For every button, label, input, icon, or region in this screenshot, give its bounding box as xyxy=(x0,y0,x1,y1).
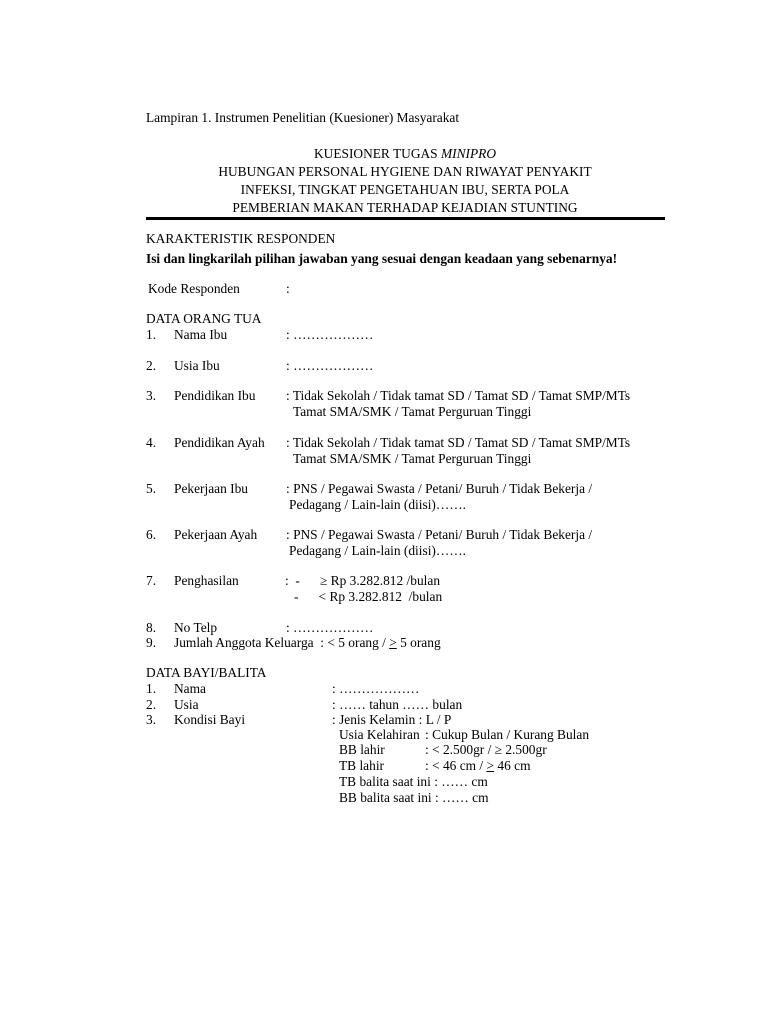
pekerjaan-ibu-label: Pekerjaan Ibu xyxy=(174,481,248,496)
lampiran-title: Lampiran 1. Instrumen Penelitian (Kuesioner) Masyarakat xyxy=(146,110,460,125)
pekerjaan-ibu-options: : PNS / Pegawai Swasta / Petani/ Buruh / Tidak Bekerja / xyxy=(286,481,593,496)
tb-lahir-label: TB lahir xyxy=(339,758,384,773)
item-number: 5. xyxy=(146,481,157,496)
item-number: 3. xyxy=(146,712,157,727)
item-number: 1. xyxy=(146,681,157,696)
penghasilan-option-1: : - ≥ Rp 3.282.812 /bulan xyxy=(285,573,441,588)
instruction-text: Isi dan lingkarilah pilihan jawaban yang sesuai dengan keadaan yang sebenarnya! xyxy=(146,251,618,266)
kuesioner-line-4: PEMBERIAN MAKAN TERHADAP KEJADIAN STUNTING xyxy=(232,200,578,215)
pendidikan-ayah-label: Pendidikan Ayah xyxy=(174,435,265,450)
header-divider xyxy=(146,217,665,220)
item-number: 1. xyxy=(146,327,157,342)
no-telp-label: No Telp xyxy=(174,620,218,635)
item-number: 8. xyxy=(146,620,157,635)
data-bayi-heading: DATA BAYI/BALITA xyxy=(146,665,267,680)
kode-responden-field: : xyxy=(286,281,290,296)
item-number: 2. xyxy=(146,358,157,373)
pekerjaan-ayah-options-2: Pedagang / Lain-lain (diisi)……. xyxy=(289,543,467,558)
item-number: 4. xyxy=(146,435,157,450)
penghasilan-label: Penghasilan xyxy=(174,573,239,588)
pendidikan-ayah-options-2: Tamat SMA/SMK / Tamat Perguruan Tinggi xyxy=(293,451,532,466)
kuesioner-title: KUESIONER TUGAS MINIPRO xyxy=(313,146,497,161)
usia-ibu-field: : ……………… xyxy=(286,358,374,373)
kondisi-bayi-label: Kondisi Bayi xyxy=(174,712,246,727)
item-number: 3. xyxy=(146,388,157,403)
item-number: 6. xyxy=(146,527,157,542)
bb-lahir-options: : < 2.500gr / ≥ 2.500gr xyxy=(425,742,547,757)
penghasilan-option-2: - < Rp 3.282.812 /bulan xyxy=(294,589,443,604)
jenis-kelamin-field: : Jenis Kelamin : L / P xyxy=(332,712,452,727)
nama-bayi-label: Nama xyxy=(174,681,206,696)
pendidikan-ibu-options-2: Tamat SMA/SMK / Tamat Perguruan Tinggi xyxy=(293,404,532,419)
nama-ibu-field: : ……………… xyxy=(286,327,374,342)
pendidikan-ibu-options: : Tidak Sekolah / Tidak tamat SD / Tamat SD / Tamat SMP/MTs xyxy=(286,388,631,403)
item-number: 7. xyxy=(146,573,157,588)
nama-ibu-label: Nama Ibu xyxy=(174,327,228,342)
item-number: 2. xyxy=(146,697,157,712)
usia-kelahiran-label: Usia Kelahiran xyxy=(339,727,420,742)
usia-bayi-label: Usia xyxy=(174,697,199,712)
pekerjaan-ayah-label: Pekerjaan Ayah xyxy=(174,527,258,542)
bb-balita-field: BB balita saat ini : …… cm xyxy=(339,790,489,805)
usia-ibu-label: Usia Ibu xyxy=(174,358,220,373)
kuesioner-line-3: INFEKSI, TINGKAT PENGETAHUAN IBU, SERTA POLA xyxy=(240,182,570,197)
pendidikan-ibu-label: Pendidikan Ibu xyxy=(174,388,256,403)
tb-balita-field: TB balita saat ini : …… cm xyxy=(339,774,488,789)
item-number: 9. xyxy=(146,635,157,650)
pendidikan-ayah-options: : Tidak Sekolah / Tidak tamat SD / Tamat SD / Tamat SMP/MTs xyxy=(286,435,631,450)
pekerjaan-ayah-options: : PNS / Pegawai Swasta / Petani/ Buruh / Tidak Bekerja / xyxy=(286,527,593,542)
usia-kelahiran-options: : Cukup Bulan / Kurang Bulan xyxy=(425,727,590,742)
nama-bayi-field: : ……………… xyxy=(332,681,420,696)
pekerjaan-ibu-options-2: Pedagang / Lain-lain (diisi)……. xyxy=(289,497,467,512)
karakteristik-heading: KARAKTERISTIK RESPONDEN xyxy=(146,231,336,246)
bb-lahir-label: BB lahir xyxy=(339,742,385,757)
kode-responden-label: Kode Responden xyxy=(148,281,240,296)
jumlah-anggota-keluarga: Jumlah Anggota Keluarga : < 5 orang / > 5 orang xyxy=(174,635,441,650)
tb-lahir-options: : < 46 cm / > 46 cm xyxy=(425,758,531,773)
data-orang-tua-heading: DATA ORANG TUA xyxy=(146,311,262,326)
kuesioner-line-2: HUBUNGAN PERSONAL HYGIENE DAN RIWAYAT PENYAKIT xyxy=(218,164,592,179)
no-telp-field: : ……………… xyxy=(286,620,374,635)
usia-bayi-field: : …… tahun …… bulan xyxy=(332,697,463,712)
